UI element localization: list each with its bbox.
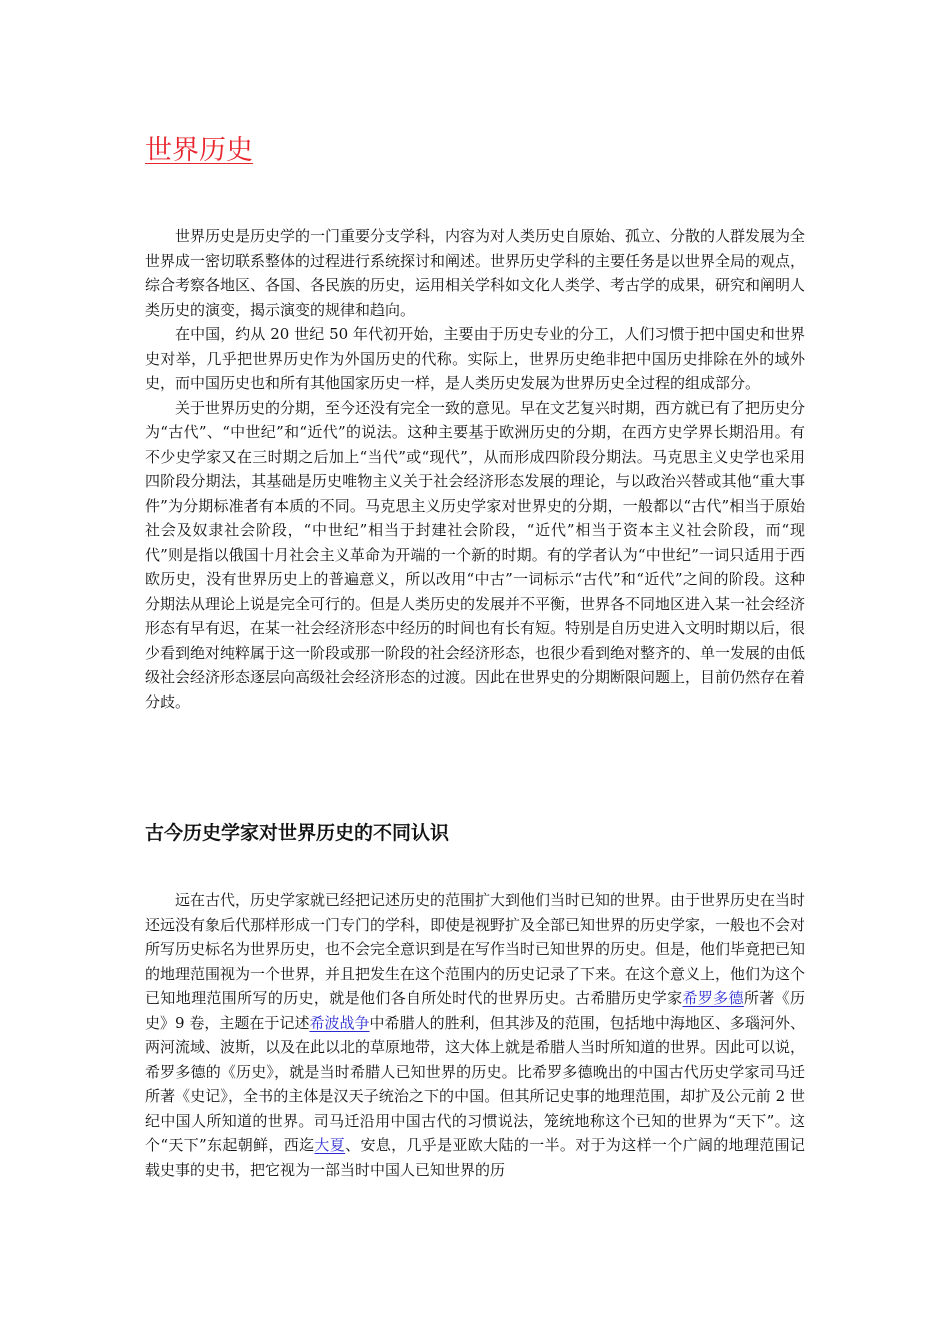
paragraph: 关于世界历史的分期，至今还没有完全一致的意见。早在文艺复兴时期，西方就已有了把历史分为“古代”、“中世纪”和“近代”的说法。这种主要基于欧洲历史的分期，在西方史学界长期沿用。有不少史学家又在三时期之后加上“当代”或“现代”，从而形成四阶段分期法。马克思主义史学也采用四阶段分期法，其基础是历史唯物主义关于社会经济形态发展的理论，与以政治兴替或其他“重大事件”为分期标准者有本质的不同。马克思主义历史学家对世界史的分期，一般都以“古代”相当于原始社会及奴隶社会阶段，“中世纪”相当于封建社会阶段，“近代”相当于资本主义社会阶段，而“现代”则是指以俄国十月社会主义革命为开端的一个新的时期。有的学者认为“中世纪”一词只适用于西欧历史，没有世界历史上的普遍意义，所以改用“中古”一词标示“古代”和“近代”之间的阶段。这种分期法从理论上说是完全可行的。但是人类历史的发展并不平衡，世界各不同地区进入某一社会经济形态有早有迟，在某一社会经济形态中经历的时间也有长有短。特别是自历史进入文明时期以后，很少看到绝对纯粹属于这一阶段或那一阶段的社会经济形态，也很少看到绝对整齐的、单一发展的由低级社会经济形态逐层向高级社会经济形态的过渡。因此在世界史的分期断限问题上，目前仍然存在着分歧。 xyxy=(145,398,806,711)
section-heading: 古今历史学家对世界历史的不同认识 xyxy=(145,822,450,844)
paragraph: 在中国，约从 20 世纪 50 年代初开始，主要由于历史专业的分工，人们习惯于把中国史和世界史对举，几乎把世界历史作为外国历史的代称。实际上，世界历史绝非把中国历史排除在外的域外史，而中国历史也和所有其他国家历史一样，是人类历史发展为世界历史全过程的组成部分。 xyxy=(145,325,805,392)
intro-section xyxy=(145,224,805,714)
paragraph xyxy=(145,888,805,1182)
text-run: 远在古代，历史学家就已经把记述历史的范围扩大到他们当时已知的世界。由于世界历史在当时还远没有象后代那样形成一门专门的学科，即使是视野扩及全部已知世界的历史学家，一般也不会对所写历史标名为世界历史，也不会完全意识到是在写作当时已知世界的历史。但是，他们毕竟把已知的地理范围视为一个世界，并且把发生在这个范围内的历史记录了下来。在这个意义上，他们为这个已知地理范围所写的历史，就是他们各自所处时代的世界历史。古希腊历史学家 xyxy=(145,891,806,1007)
text-run: 所著《历史》9 卷，主题在于记述 xyxy=(145,989,805,1032)
historians-section xyxy=(145,888,805,1182)
text-run: 中希腊人的胜利，但其涉及的范围，包括地中海地区、多瑙河外、两河流域、波斯，以及在此以北的草原地带，这大体上就是希腊人当时所知道的世界。因此可以说，希罗多德的《历史》，就是当时希腊人已知世界的历史。比希罗多德晚出的中国古代历史学家司马迁所著《史记》，全书的主体是汉天子统治之下的中国。但其所记史事的地理范围，却扩及公元前 2 世纪中国人所知道的世界。司马迁沿用中国古代的习惯说法，笼统地称这个已知的世界为“天下”。这个“天下”东起朝鲜，西迄 xyxy=(145,1013,806,1154)
link-herodotus[interactable]: 希罗多德 xyxy=(682,989,744,1007)
text-run: 、安息，几乎是亚欧大陆的一半。对于为这样一个广阔的地理范围记载史事的史书，把它视为一部当时中国人已知世界的历 xyxy=(145,1136,805,1179)
title-link[interactable]: 世界历史 xyxy=(145,135,253,166)
link-daxia[interactable]: 大夏 xyxy=(314,1136,346,1154)
paragraph: 世界历史是历史学的一门重要分支学科，内容为对人类历史自原始、孤立、分散的人群发展为全世界成一密切联系整体的过程进行系统探讨和阐述。世界历史学科的主要任务是以世界全局的观点，综合考察各地区、各国、各民族的历史，运用相关学科如文化人类学、考古学的成果，研究和阐明人类历史的演变，揭示演变的规律和趋向。 xyxy=(145,227,806,319)
page-title xyxy=(145,132,253,170)
link-greco-persian-wars[interactable]: 希波战争 xyxy=(309,1013,370,1032)
